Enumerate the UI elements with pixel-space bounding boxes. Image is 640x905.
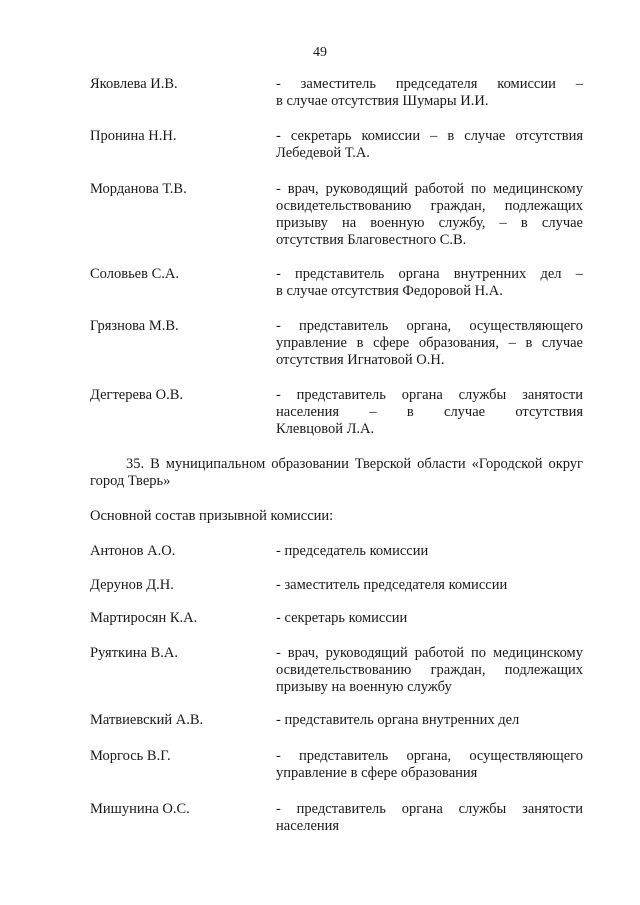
member-name: Яковлева И.В. <box>90 76 178 92</box>
member-name: Руяткина В.А. <box>90 645 178 661</box>
role-line: Лебедевой Т.А. <box>276 145 370 161</box>
role-line: населения <box>276 818 340 834</box>
member-role <box>276 318 583 369</box>
role-line: - представитель органа, осуществляющего <box>276 748 583 764</box>
role-line: - секретарь комиссии – в случае отсутствия <box>276 128 583 144</box>
main-composition-heading: Основной состав призывной комиссии: <box>90 508 334 524</box>
role-line: - представитель органа службы занятости <box>276 387 583 403</box>
role-line: - председатель комиссии <box>276 543 429 559</box>
member-name: Дегтерева О.В. <box>90 387 184 403</box>
member-role <box>276 801 583 835</box>
member-name: Мартиросян К.А. <box>90 610 198 626</box>
member-role <box>276 577 583 594</box>
role-line: - представитель органа, осуществляющего <box>276 318 583 334</box>
member-name: Мишунина О.С. <box>90 801 190 817</box>
member-name: Морданова Т.В. <box>90 181 187 197</box>
member-role <box>276 610 583 627</box>
role-line: призыву на военную службу <box>276 679 452 695</box>
role-line: - заместитель председателя комиссии – <box>276 76 583 92</box>
role-line: освидетельствованию граждан, подлежащих <box>276 662 583 678</box>
member-name: Соловьев С.А. <box>90 266 179 282</box>
role-line: в случае отсутствия Федоровой Н.А. <box>276 283 503 299</box>
member-role <box>276 712 583 729</box>
member-name: Антонов А.О. <box>90 543 176 559</box>
member-name: Дерунов Д.Н. <box>90 577 174 593</box>
member-role <box>276 76 583 110</box>
member-role <box>276 748 583 782</box>
role-line: отсутствия Игнатовой О.Н. <box>276 352 445 368</box>
role-line: - секретарь комиссии <box>276 610 408 626</box>
member-name: Матвиевский А.В. <box>90 712 204 728</box>
role-line: - представитель органа внутренних дел <box>276 712 520 728</box>
role-line: отсутствия Благовестного С.В. <box>276 232 467 248</box>
member-role <box>276 387 583 438</box>
section-35-line2: город Тверь» <box>90 473 171 489</box>
role-line: - врач, руководящий работой по медицинскому <box>276 645 583 661</box>
paragraph-line <box>90 456 583 473</box>
member-role <box>276 543 583 560</box>
role-line: - представитель органа внутренних дел – <box>276 266 583 282</box>
role-line: - врач, руководящий работой по медицинскому <box>276 181 583 197</box>
section-35-paragraph <box>90 456 583 490</box>
role-line: в случае отсутствия Шумары И.И. <box>276 93 489 109</box>
member-name: Пронина Н.Н. <box>90 128 177 144</box>
member-role <box>276 645 583 696</box>
role-line: призыву на военную службу, – в случае <box>276 215 583 231</box>
role-line: освидетельствованию граждан, подлежащих <box>276 198 583 214</box>
member-role <box>276 266 583 300</box>
role-line: управление в сфере образования <box>276 765 478 781</box>
member-role <box>276 128 583 162</box>
role-line: управление в сфере образования, – в случае <box>276 335 583 351</box>
page-number: 49 <box>313 45 327 60</box>
member-role <box>276 181 583 249</box>
role-line: - представитель органа службы занятости <box>276 801 583 817</box>
role-line: Клевцовой Л.А. <box>276 421 375 437</box>
member-name: Грязнова М.В. <box>90 318 179 334</box>
member-name: Моргось В.Г. <box>90 748 171 764</box>
role-line: - заместитель председателя комиссии <box>276 577 508 593</box>
role-line: населения – в случае отсутствия <box>276 404 583 420</box>
section-35-line1: 35. В муниципальном образовании Тверской области «Городской округ <box>126 456 583 472</box>
